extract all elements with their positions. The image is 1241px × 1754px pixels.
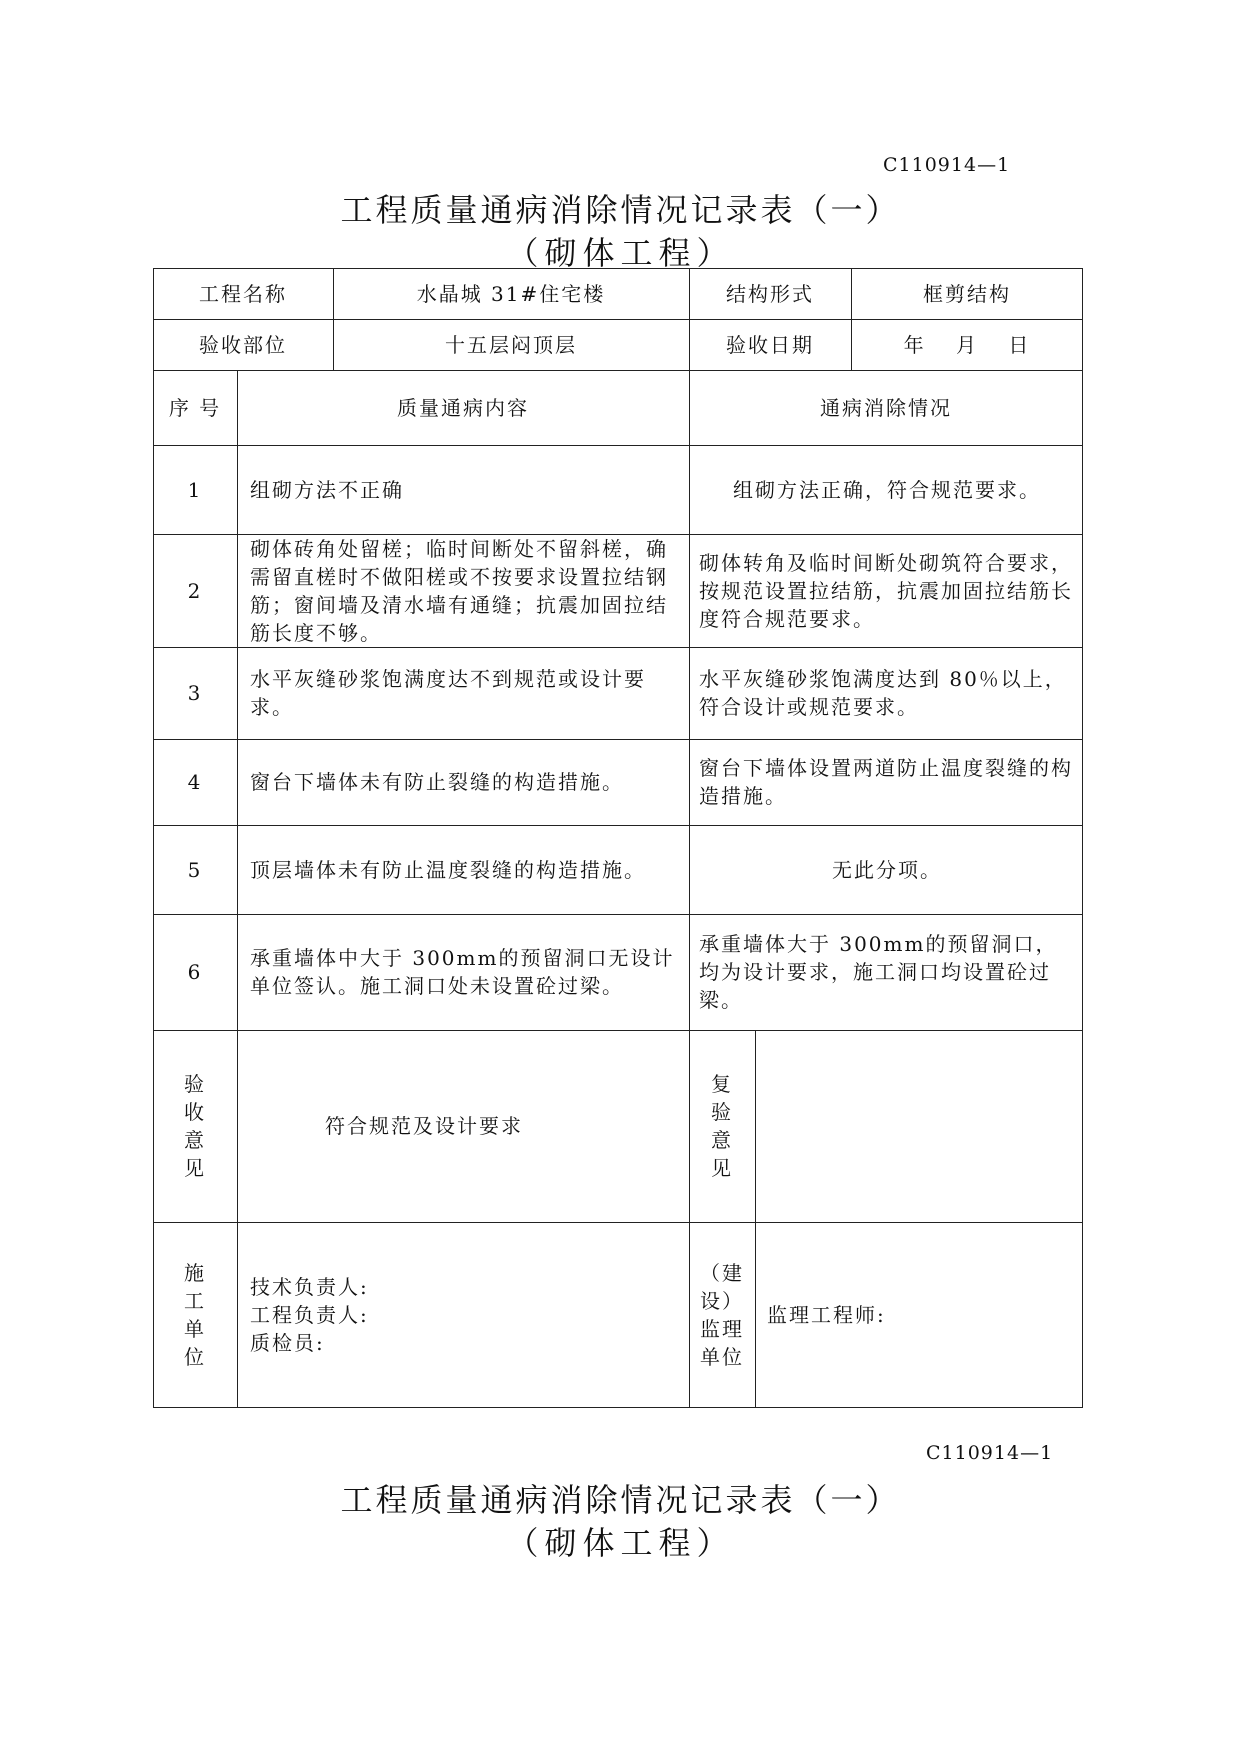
content-header: 质量通病内容 — [397, 395, 529, 420]
supervisor-label: 监理工程师: — [767, 1303, 886, 1327]
row-content: 水平灰缝砂浆饱满度达不到规范或设计要求。 — [250, 667, 646, 719]
project-name-label: 工程名称 — [199, 281, 287, 306]
structure-label: 结构形式 — [726, 281, 814, 306]
supervision-unit-label: （建设）监理单位 — [700, 1261, 744, 1369]
row-status: 承重墙体大于 300mm的预留洞口，均为设计要求，施工洞口均设置砼过梁。 — [699, 932, 1058, 1012]
construction-label-cell — [153, 1222, 237, 1408]
date-label: 验收日期 — [726, 332, 814, 357]
col-divider — [237, 370, 238, 1408]
row-status: 砌体转角及临时间断处砌筑符合要求，按规范设置拉结筋，抗震加固拉结筋长度符合规范要求。 — [699, 550, 1073, 631]
row-seq: 6 — [187, 960, 203, 984]
structure-value: 框剪结构 — [923, 281, 1011, 306]
row-content: 砌体砖角处留槎；临时间断处不留斜槎，确需留直槎时不做阳槎或不按要求设置拉结钢筋；窗间墙及清水墙有通缝；抗震加固拉结筋长度不够。 — [250, 536, 668, 645]
row-content: 顶层墙体未有防止温度裂缝的构造措施。 — [250, 857, 646, 882]
row-seq: 1 — [187, 477, 203, 502]
seq-header: 序 号 — [168, 395, 222, 420]
date-value: 年 月 日 — [903, 332, 1031, 357]
construction-unit-label: 施工单位 — [184, 1261, 206, 1369]
project-name-value: 水晶城 31#住宅楼 — [416, 281, 606, 306]
acceptance-label-cell — [153, 1030, 237, 1222]
row-seq: 2 — [187, 578, 203, 603]
page-subtitle-2: （砌体工程） — [506, 1524, 735, 1562]
location-label: 验收部位 — [199, 332, 287, 357]
row-seq: 5 — [187, 857, 203, 882]
supervision-label-cell — [689, 1222, 755, 1408]
construction-signatures — [250, 1222, 680, 1408]
tech-lead-label: 技术负责人: — [250, 1275, 369, 1299]
row-status: 组砌方法正确，符合规范要求。 — [733, 477, 1041, 502]
status-header: 通病消除情况 — [820, 395, 952, 420]
recheck-label: 复验意见 — [711, 1072, 733, 1180]
row-seq: 4 — [187, 770, 203, 794]
row-content: 承重墙体中大于 300mm的预留洞口无设计单位签认。施工洞口处未设置砼过梁。 — [250, 946, 675, 998]
recheck-label-cell — [689, 1030, 755, 1222]
row-status: 水平灰缝砂浆饱满度达到 80％以上，符合设计或规范要求。 — [699, 667, 1067, 719]
location-value: 十五层闷顶层 — [445, 332, 577, 357]
row-content: 组砌方法不正确 — [250, 477, 404, 502]
row-content: 窗台下墙体未有防止裂缝的构造措施。 — [250, 770, 624, 794]
page-title-2: 工程质量通病消除情况记录表（一） — [340, 1481, 901, 1519]
form-code: C110914—1 — [883, 154, 1011, 176]
row-seq: 3 — [187, 681, 203, 705]
project-lead-label: 工程负责人: — [250, 1303, 369, 1327]
page-subtitle: （砌体工程） — [506, 234, 735, 272]
row-status: 窗台下墙体设置两道防止温度裂缝的构造措施。 — [699, 756, 1073, 808]
page-title: 工程质量通病消除情况记录表（一） — [340, 191, 901, 229]
acceptance-label: 验收意见 — [184, 1072, 206, 1180]
row-status: 无此分项。 — [832, 857, 942, 882]
recheck-value — [755, 1030, 1083, 1222]
acceptance-value: 符合规范及设计要求 — [325, 1114, 523, 1138]
inspector-label: 质检员: — [250, 1331, 325, 1355]
form-code-2: C110914—1 — [926, 1442, 1054, 1464]
